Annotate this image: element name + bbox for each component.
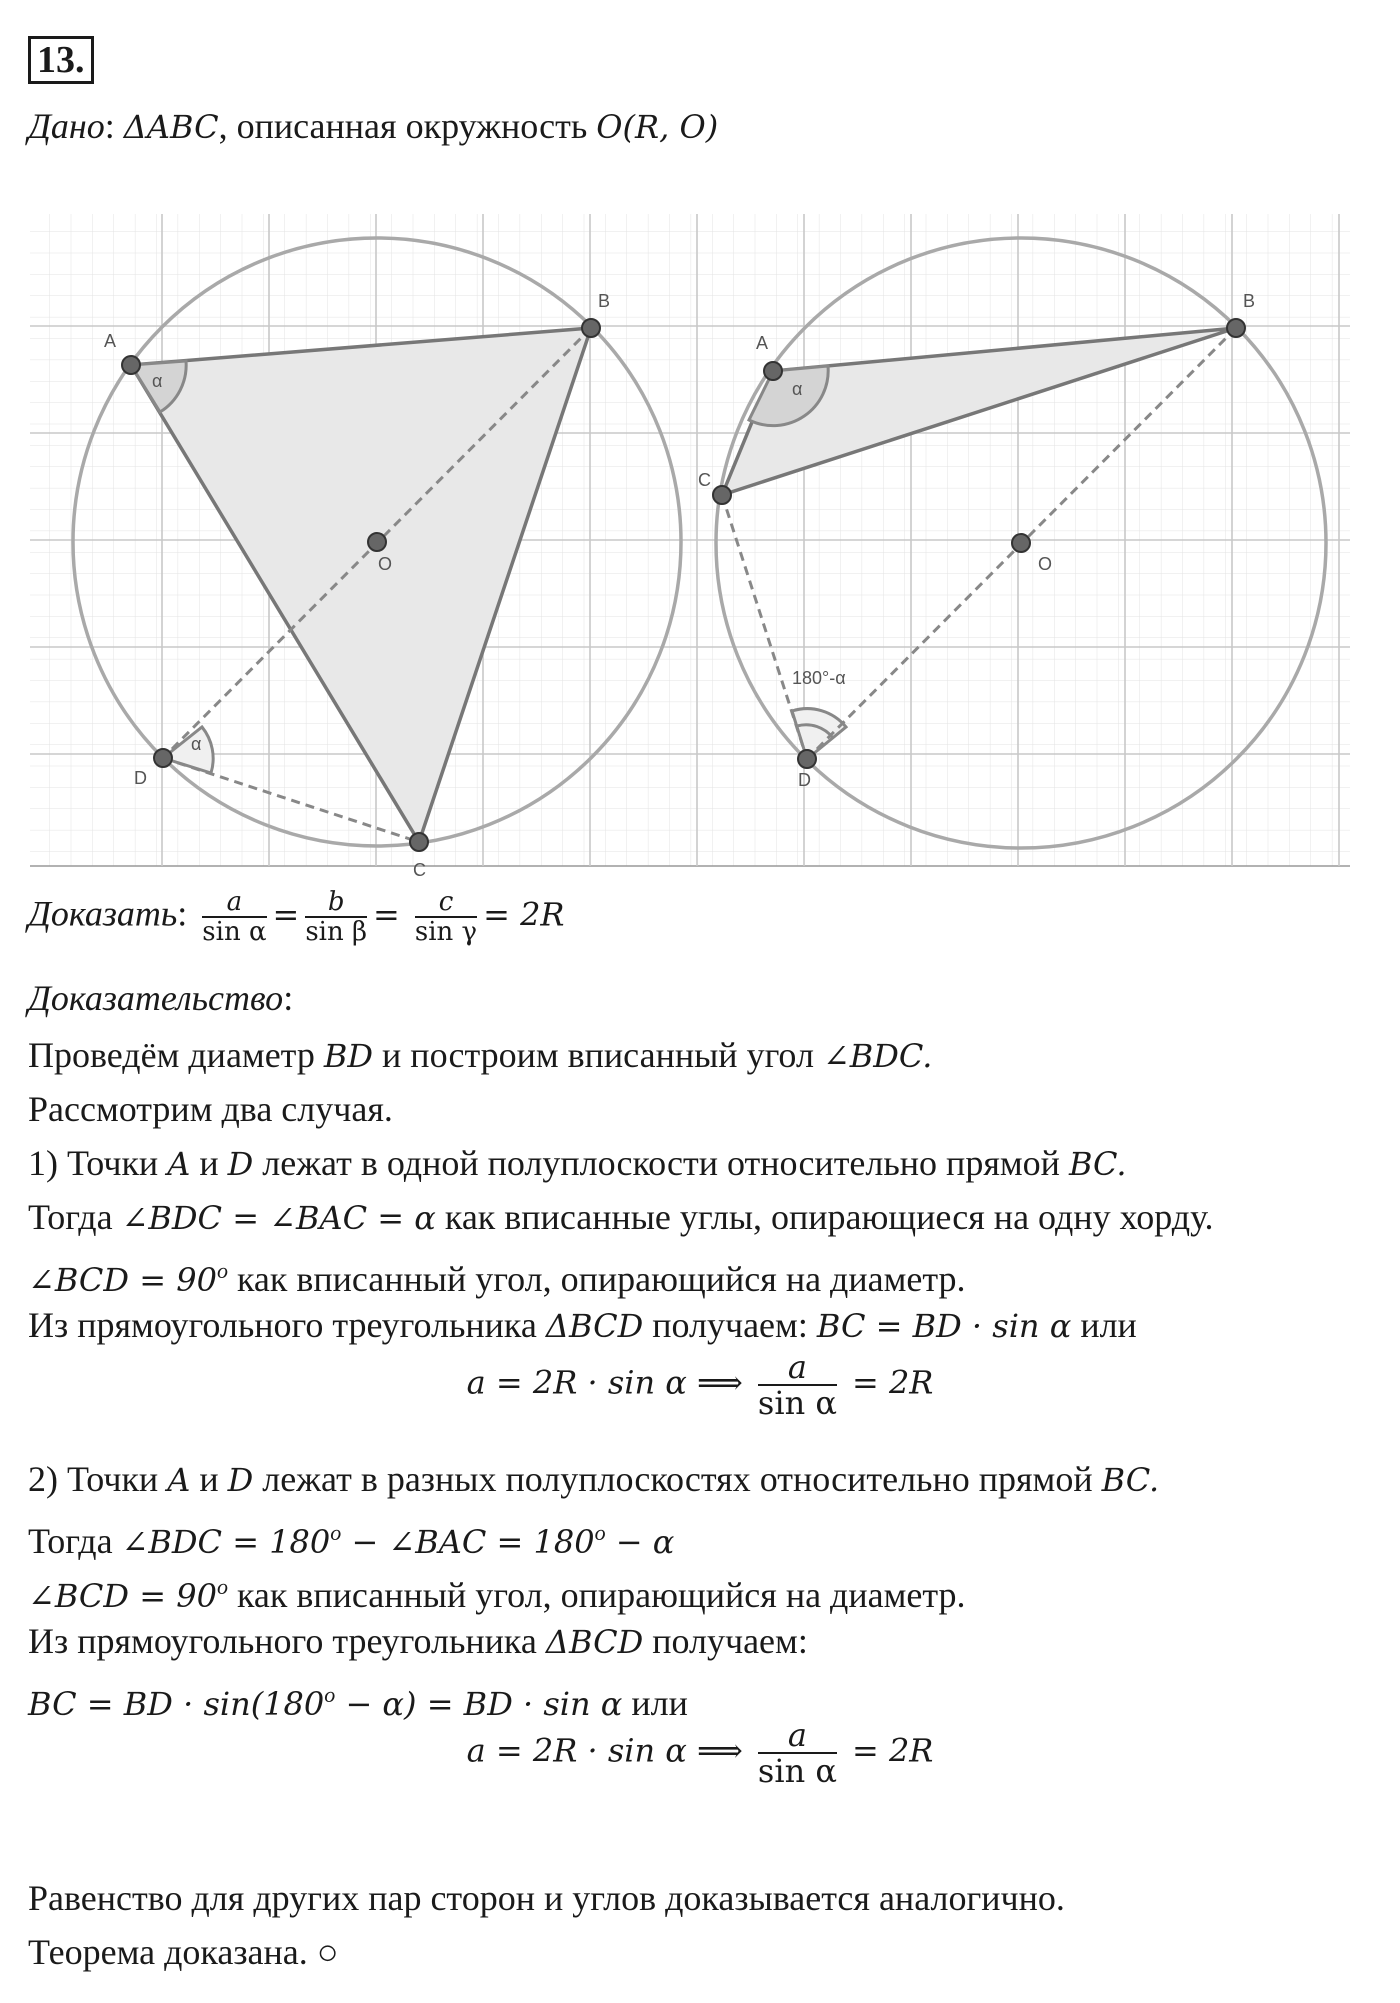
- coordinate-grid: [30, 214, 1350, 866]
- point-a: [764, 362, 782, 380]
- given-circle: O(R, O): [596, 108, 719, 146]
- proof-line-10: Из прямоугольного треугольника ΔBCD получаем:: [28, 1621, 808, 1661]
- point-b: [582, 319, 600, 337]
- proof-line-11: BC = BD · $\sin(180^o - \alpha)$ = BD · sin α или: [28, 1682, 688, 1723]
- point-b: [1227, 319, 1245, 337]
- fraction-c: $\frac{c}{\text{sin γ}}$: [414, 887, 478, 947]
- proof-heading: Доказательство:: [28, 978, 294, 1018]
- label-angle-a: α: [792, 379, 803, 399]
- label-a: A: [104, 331, 117, 351]
- label-b: B: [1243, 291, 1256, 311]
- given-triangle: ΔABC: [123, 108, 219, 146]
- proof-line-9: ∠BCD = $90^o$ как вписанный угол, опирающийся на диаметр.: [28, 1574, 966, 1615]
- proof-line-6: Из прямоугольного треугольника ΔBCD получаем: BC = BD · sin α или: [28, 1305, 1137, 1345]
- given-label: Дано: [28, 106, 105, 146]
- fraction-eq2: $\frac{a}{\text{sin α}}$: [757, 1716, 837, 1790]
- fraction-eq1: $\frac{a}{\text{sin α}}$: [757, 1348, 837, 1422]
- proof-line-12: Равенство для других пар сторон и углов доказывается аналогично.: [28, 1878, 1065, 1918]
- label-d: D: [798, 770, 811, 790]
- prove-rhs: = 2R: [483, 895, 565, 934]
- problem-number: 13.: [28, 36, 94, 84]
- label-b: B: [598, 291, 611, 311]
- given-line: Дано: ΔABC, описанная окружность O(R, O): [28, 106, 719, 146]
- label-d: D: [134, 768, 147, 788]
- proof-line-8: Тогда ∠BDC = $180^o$ − ∠BAC = $180^o - \alpha$: [28, 1520, 675, 1561]
- label-o: O: [378, 554, 393, 574]
- proof-line-7: 2) Точки A и D лежат в разных полуплоскостях относительно прямой BC.: [28, 1459, 1160, 1499]
- point-a: [122, 356, 140, 374]
- point-d: [798, 750, 816, 768]
- prove-label: Доказать: [28, 893, 178, 934]
- proof-line-1: Проведём диаметр BD и построим вписанный угол ∠BDC.: [28, 1035, 933, 1075]
- point-o: [1012, 534, 1030, 552]
- label-o: O: [1038, 554, 1053, 574]
- geometry-figure: [28, 210, 1368, 882]
- label-angle-d: α: [191, 734, 202, 754]
- proof-line-5: ∠BCD = $90^o$ как вписанный угол, опирающийся на диаметр.: [28, 1258, 966, 1299]
- point-c: [713, 486, 731, 504]
- fraction-a: $\frac{a}{\text{sin α}}$: [202, 887, 267, 947]
- label-c: C: [698, 470, 711, 490]
- proof-conclusion: Теорема доказана. ○: [28, 1932, 339, 1972]
- proof-line-4: Тогда ∠BDC = ∠BAC = α как вписанные углы, опирающиеся на одну хорду.: [28, 1197, 1214, 1237]
- fraction-b: $\frac{b}{\text{sin β}}$: [305, 887, 368, 947]
- equation-2: a = 2R · sin α ⟹ $\frac{a}{\text{sin α}}$ = 2R: [466, 1716, 934, 1790]
- label-c: C: [413, 860, 426, 880]
- point-c: [410, 833, 428, 851]
- label-angle-a: α: [152, 371, 163, 391]
- equation-1: a = 2R · sin α ⟹ $\frac{a}{\text{sin α}}$ = 2R: [466, 1348, 934, 1422]
- prove-line: Доказать: $\frac{a}{\text{sin α}}$ = $\frac{b}{\text{sin β}}$ = $\frac{c}{\text{sin γ}}$ = 2R: [28, 887, 565, 947]
- proof-line-2: Рассмотрим два случая.: [28, 1089, 393, 1129]
- point-o: [368, 533, 386, 551]
- point-d: [154, 749, 172, 767]
- proof-line-3: 1) Точки A и D лежат в одной полуплоскости относительно прямой BC.: [28, 1143, 1127, 1183]
- given-text: описанная окружность: [236, 106, 588, 146]
- label-angle-d: 180°-α: [792, 668, 846, 688]
- label-a: A: [756, 333, 769, 353]
